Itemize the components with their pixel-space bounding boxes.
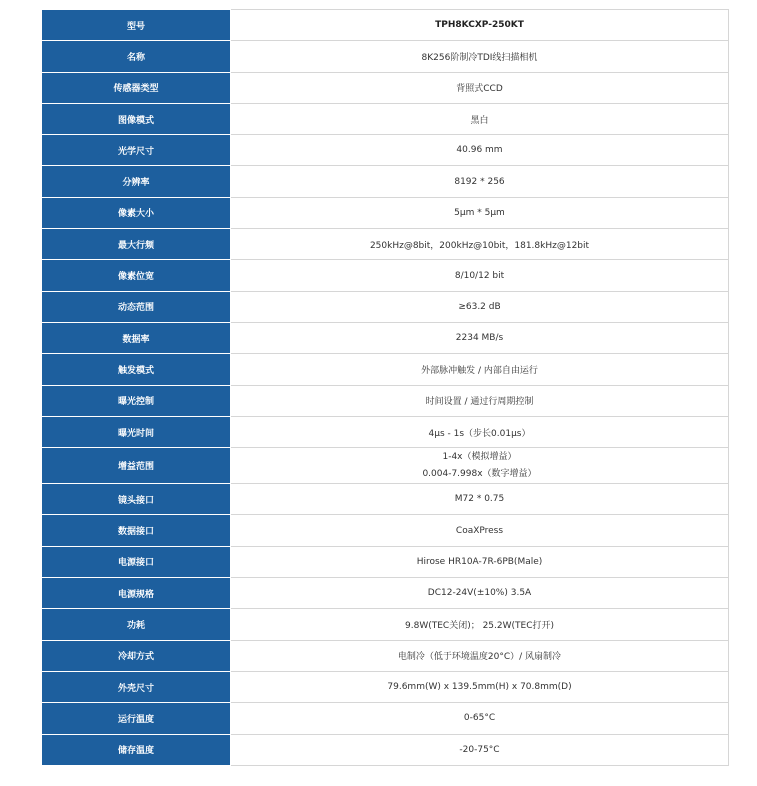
spec-row-max-line-rate xyxy=(42,229,729,260)
spec-label: 储存温度 xyxy=(42,734,231,765)
spec-value: 0-65°C xyxy=(231,703,729,734)
spec-value: 8K256阶制冷TDI线扫描相机 xyxy=(231,41,729,72)
spec-row-trigger-mode xyxy=(42,354,729,385)
spec-row-name xyxy=(42,41,729,72)
spec-label: 数据接口 xyxy=(42,515,231,546)
spec-value: 背照式CCD xyxy=(231,72,729,103)
spec-value: ≥63.2 dB xyxy=(231,291,729,322)
spec-value-line: 1-4x（模拟增益） xyxy=(442,451,517,462)
spec-row-exposure-time xyxy=(42,416,729,447)
spec-value: M72 * 0.75 xyxy=(231,484,729,515)
spec-row-storage-temp xyxy=(42,734,729,765)
spec-row-optical-size xyxy=(42,135,729,166)
spec-row-operating-temp xyxy=(42,703,729,734)
spec-table xyxy=(41,9,729,766)
spec-row-pixel-size xyxy=(42,197,729,228)
spec-row-cooling xyxy=(42,640,729,671)
spec-row-data-interface xyxy=(42,515,729,546)
spec-value: 79.6mm(W) x 139.5mm(H) x 70.8mm(D) xyxy=(231,671,729,702)
spec-value: 电制冷（低于环境温度20°C）/ 风扇制冷 xyxy=(231,640,729,671)
spec-row-gain-range xyxy=(42,448,729,484)
spec-row-lens-mount xyxy=(42,484,729,515)
spec-value: 5μm * 5μm xyxy=(231,197,729,228)
spec-row-bit-depth xyxy=(42,260,729,291)
spec-label: 数据率 xyxy=(42,322,231,353)
spec-label: 功耗 xyxy=(42,609,231,640)
spec-label: 曝光时间 xyxy=(42,416,231,447)
spec-label: 触发模式 xyxy=(42,354,231,385)
spec-row-model xyxy=(42,10,729,41)
spec-label: 冷却方式 xyxy=(42,640,231,671)
spec-label: 最大行频 xyxy=(42,229,231,260)
spec-label: 传感器类型 xyxy=(42,72,231,103)
spec-label: 像素位宽 xyxy=(42,260,231,291)
spec-label: 型号 xyxy=(42,10,231,41)
spec-value: 外部脉冲触发 / 内部自由运行 xyxy=(231,354,729,385)
spec-value-line: 0.004-7.998x（数字增益） xyxy=(422,468,537,479)
spec-value: TPH8KCXP-250KT xyxy=(231,10,729,41)
spec-row-data-rate xyxy=(42,322,729,353)
spec-value: 8192 * 256 xyxy=(231,166,729,197)
spec-value xyxy=(231,448,729,484)
spec-value: CoaXPress xyxy=(231,515,729,546)
spec-row-power-connector xyxy=(42,546,729,577)
spec-label: 电源规格 xyxy=(42,578,231,609)
spec-value: -20-75°C xyxy=(231,734,729,765)
spec-label: 分辨率 xyxy=(42,166,231,197)
spec-row-power-spec xyxy=(42,578,729,609)
spec-value: 8/10/12 bit xyxy=(231,260,729,291)
spec-value: Hirose HR10A-7R-6PB(Male) xyxy=(231,546,729,577)
spec-row-sensor-type xyxy=(42,72,729,103)
spec-value: 2234 MB/s xyxy=(231,322,729,353)
spec-row-resolution xyxy=(42,166,729,197)
spec-label: 曝光控制 xyxy=(42,385,231,416)
spec-row-exposure-control xyxy=(42,385,729,416)
spec-label: 增益范围 xyxy=(42,448,231,484)
spec-value: 250kHz@8bit，200kHz@10bit，181.8kHz@12bit xyxy=(231,229,729,260)
spec-value: 黑白 xyxy=(231,103,729,134)
spec-value: 9.8W(TEC关闭)； 25.2W(TEC打开) xyxy=(231,609,729,640)
spec-value: 时间设置 / 通过行周期控制 xyxy=(231,385,729,416)
spec-value: 40.96 mm xyxy=(231,135,729,166)
spec-label: 外壳尺寸 xyxy=(42,671,231,702)
spec-value: DC12-24V(±10%) 3.5A xyxy=(231,578,729,609)
spec-row-dynamic-range xyxy=(42,291,729,322)
spec-label: 名称 xyxy=(42,41,231,72)
spec-label: 像素大小 xyxy=(42,197,231,228)
spec-row-image-mode xyxy=(42,103,729,134)
spec-label: 动态范围 xyxy=(42,291,231,322)
spec-row-housing-size xyxy=(42,671,729,702)
spec-value: 4μs - 1s（步长0.01μs） xyxy=(231,416,729,447)
spec-row-power-consumption xyxy=(42,609,729,640)
spec-label: 电源接口 xyxy=(42,546,231,577)
spec-label: 光学尺寸 xyxy=(42,135,231,166)
spec-label: 镜头接口 xyxy=(42,484,231,515)
spec-label: 图像模式 xyxy=(42,103,231,134)
spec-label: 运行温度 xyxy=(42,703,231,734)
